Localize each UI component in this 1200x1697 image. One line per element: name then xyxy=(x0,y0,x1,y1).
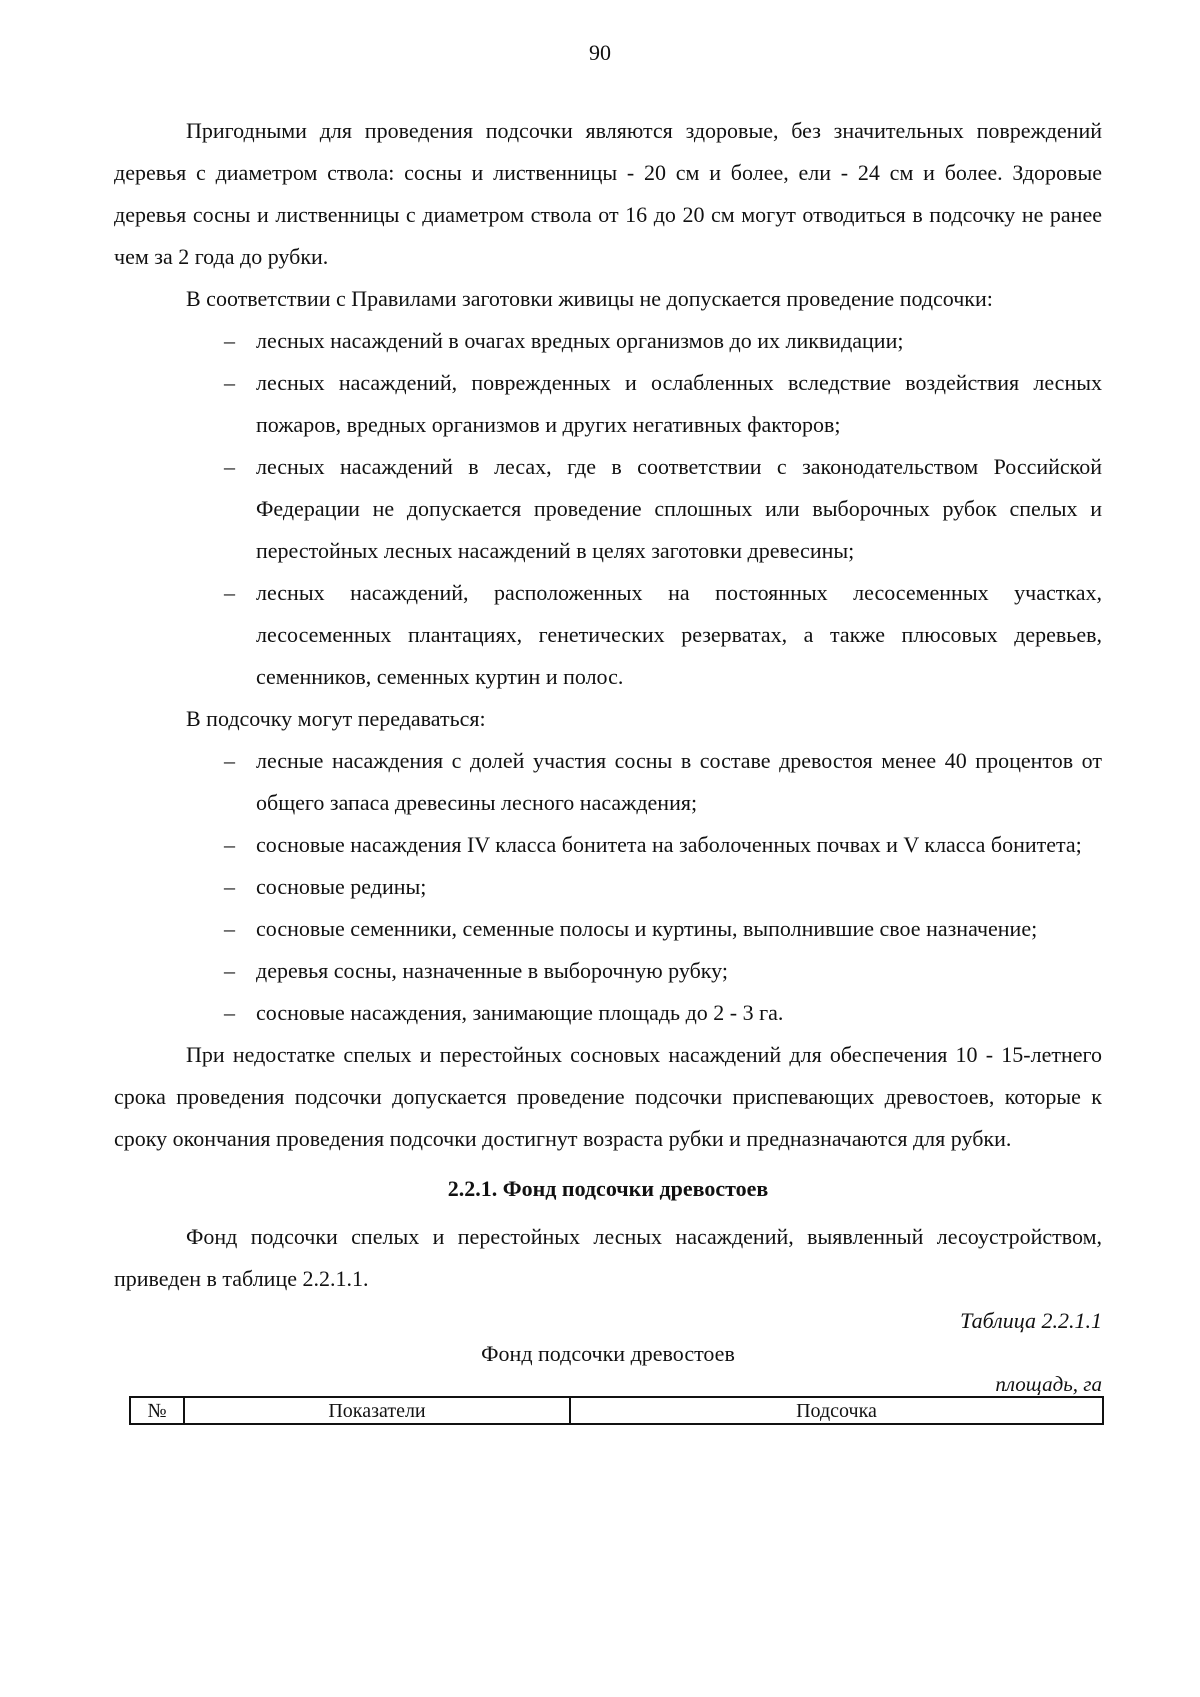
list-item-text: сосновые насаждения, занимающие площадь до 2 - 3 га. xyxy=(256,1000,784,1025)
list-item-text: сосновые редины; xyxy=(256,874,427,899)
list-item-text: лесных насаждений в лесах, где в соответствии с законодательством Российской Федерации не допускается проведение сплошных или выборочных рубок спелых и перестойных лесных насаждений в целях заготовки древесины; xyxy=(256,454,1102,563)
allowed-list xyxy=(114,740,1102,1034)
fund-table xyxy=(129,1396,1104,1425)
dash-bullet: – xyxy=(224,874,235,899)
dash-bullet: – xyxy=(224,916,235,941)
list-item xyxy=(114,866,1102,908)
dash-bullet: – xyxy=(224,832,235,857)
list-item xyxy=(114,572,1102,698)
list-item-text: деревья сосны, назначенные в выборочную рубку; xyxy=(256,958,728,983)
list-item xyxy=(114,992,1102,1034)
dash-bullet: – xyxy=(224,1000,235,1025)
list-item xyxy=(114,740,1102,824)
list-item xyxy=(114,824,1102,866)
table-header-row xyxy=(130,1397,1103,1424)
paragraph-suitable-trees: Пригодными для проведения подсочки являются здоровые, без значительных повреждений деревья с диаметром ствола: сосны и лиственницы - 20 см и более, ели - 24 см и более. Здоровые деревья сосны и лиственницы с диаметром ствола от 16 до 20 см могут отводиться в подсочку не ранее чем за 2 года до рубки. xyxy=(114,118,1102,269)
table-title: Фонд подсочки древостоев xyxy=(481,1341,735,1366)
paragraph-allowed-intro: В подсочку могут передаваться: xyxy=(186,706,486,731)
dash-bullet: – xyxy=(224,454,235,479)
list-item xyxy=(114,362,1102,446)
list-item xyxy=(114,908,1102,950)
dash-bullet: – xyxy=(224,370,235,395)
list-item-text: лесных насаждений в очагах вредных организмов до их ликвидации; xyxy=(256,328,904,353)
list-item xyxy=(114,320,1102,362)
dash-bullet: – xyxy=(224,748,235,773)
table-header-number: № xyxy=(130,1397,184,1424)
list-item-text: лесных насаждений, поврежденных и ослабленных вследствие воздействия лесных пожаров, вредных организмов и других негативных факторов; xyxy=(256,370,1102,437)
list-item-text: сосновые насаждения IV класса бонитета на заболоченных почвах и V класса бонитета; xyxy=(256,832,1082,857)
dash-bullet: – xyxy=(224,958,235,983)
dash-bullet: – xyxy=(224,580,235,605)
section-heading: 2.2.1. Фонд подсочки древостоев xyxy=(447,1176,769,1201)
paragraph-rules-intro: В соответствии с Правилами заготовки живицы не допускается проведение подсочки: xyxy=(186,286,993,311)
list-item-text: сосновые семенники, семенные полосы и куртины, выполнившие свое назначение; xyxy=(256,916,1038,941)
document-body xyxy=(114,110,1102,1425)
dash-bullet: – xyxy=(224,328,235,353)
table-header-indicators: Показатели xyxy=(184,1397,570,1424)
list-item xyxy=(114,446,1102,572)
paragraph-young-stands: При недостатке спелых и перестойных сосновых насаждений для обеспечения 10 - 15-летнего срока проведения подсочки допускается проведение подсочки приспевающих древостоев, которые к сроку окончания проведения подсочки достигнут возраста рубки и предназначаются для рубки. xyxy=(114,1042,1102,1151)
list-item xyxy=(114,950,1102,992)
table-number: Таблица 2.2.1.1 xyxy=(960,1308,1102,1333)
prohibited-list xyxy=(114,320,1102,698)
table-header-tapping: Подсочка xyxy=(570,1397,1103,1424)
table-units: площадь, га xyxy=(995,1372,1102,1396)
page-number: 90 xyxy=(589,40,611,65)
paragraph-section-text: Фонд подсочки спелых и перестойных лесных насаждений, выявленный лесоустройством, приведен в таблице 2.2.1.1. xyxy=(114,1224,1102,1291)
list-item-text: лесные насаждения с долей участия сосны в составе древостоя менее 40 процентов от общего запаса древесины лесного насаждения; xyxy=(256,748,1102,815)
list-item-text: лесных насаждений, расположенных на постоянных лесосеменных участках, лесосеменных плантациях, генетических резерватах, а также плюсовых деревьев, семенников, семенных куртин и полос. xyxy=(256,580,1102,689)
